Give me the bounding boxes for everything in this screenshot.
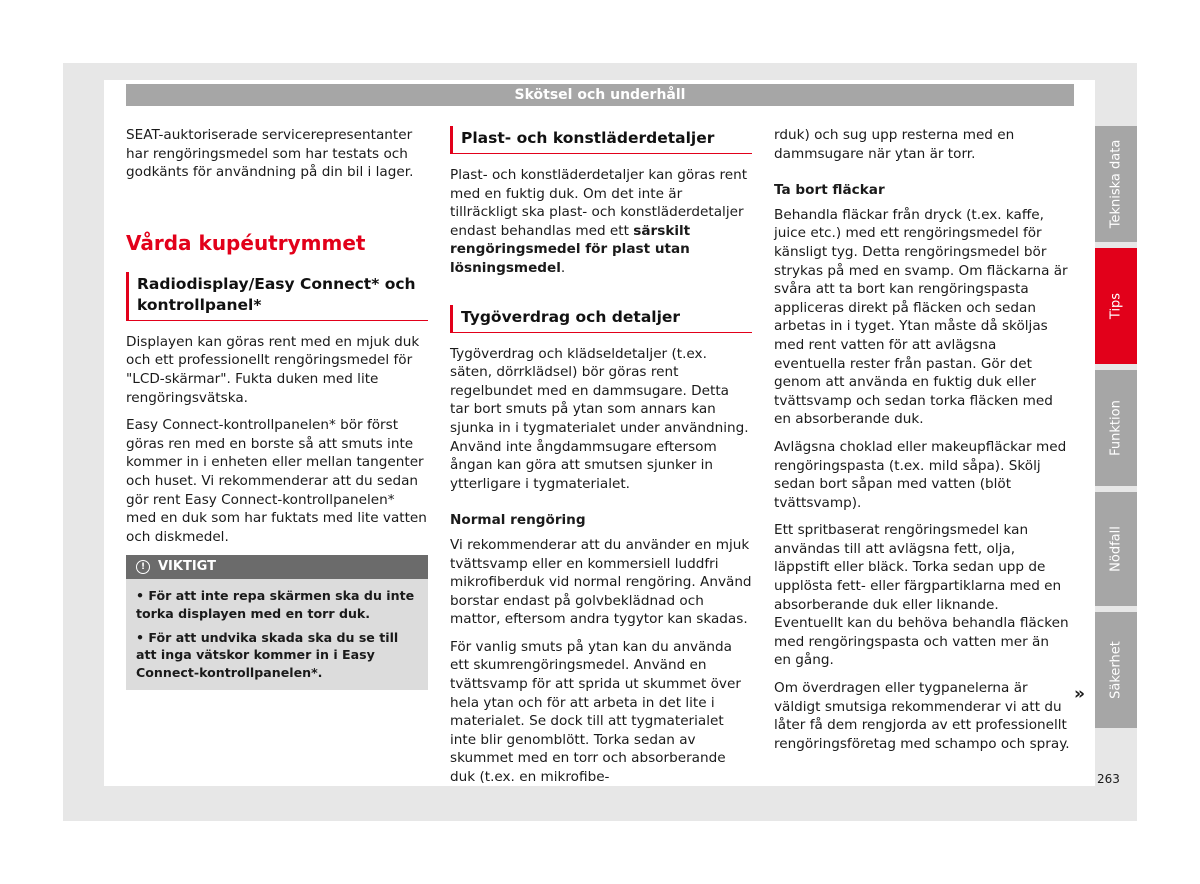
subheading-plastic: Plast- och konstläderdetaljer xyxy=(450,126,752,154)
tab-tekniska-data[interactable] xyxy=(1095,126,1137,242)
section-title: Vårda kupéutrymmet xyxy=(126,230,366,255)
minor-heading-stains: Ta bort fläckar xyxy=(774,182,885,199)
tab-label: Nödfall xyxy=(1108,526,1124,572)
page-number: 263 xyxy=(1097,772,1120,786)
intro-paragraph: SEAT-auktoriserade servicerepresentanter har rengöringsmedel som har testats och godkänts för användning på din bil i lager. xyxy=(126,127,414,181)
paragraph-stains: Behandla fläckar från dryck (t.ex. kaffe, juice etc.) med ett rengöringsmedel för känsligt tyg. Detta rengöringsmedel bör strykas på med en svamp. Om fläckarna är svåra att ta bort kan rengöringspasta appliceras direkt på fläcken och sedan arbetas in i tyget. Ytan måste då sköljas med rent vatten för att avlägsna eventuella rester från pastan. Gör det genom att använda en fuktig duk eller tvättsvamp och sedan torka fläcken med en absorberande duk. xyxy=(774,206,1068,428)
paragraph-normal-cleaning: Vi rekommenderar att du använder en mjuk tvättsvamp eller en kommersiell luddfri mikrofiberduk vid normal rengöring. Använd borstar endast på golvbeklädnad och mattor, eftersom andra tygytor kan skadas. xyxy=(450,536,752,628)
tab-label: Funktion xyxy=(1108,400,1124,456)
paragraph-plastic-start: Plast- och konstläderdetaljer kan göras rent med en fuktig duk. Om det inte är tillräckligt ska plast- och konstläderdetaljer endast behandlas med ett xyxy=(450,167,748,239)
warning-item: • För att undvika skada ska du se till att inga vätskor kommer in i Easy Connect-kontrollpanelen*. xyxy=(136,629,399,680)
paragraph-professional: Om överdragen eller tygpanelerna är väldigt smutsiga rekommenderar vi att du låter få dem rengjorda av ett professionellt rengöringsföretag med schampo och spray. xyxy=(774,680,1070,752)
warning-header xyxy=(126,555,428,579)
tab-label: Säkerhet xyxy=(1108,641,1124,699)
continue-arrow-icon: » xyxy=(1074,684,1085,704)
tab-label: Tips xyxy=(1108,292,1124,320)
tab-tips[interactable] xyxy=(1095,248,1137,364)
subheading-radiodisplay: Radiodisplay/Easy Connect* och kontrollpanel* xyxy=(126,272,428,321)
subheading-fabric: Tygöverdrag och detaljer xyxy=(450,305,752,333)
paragraph-display: Displayen kan göras rent med en mjuk duk och ett professionellt rengöringsmedel för "LCD-skärmar". Fukta duken med lite rengöringsvätska. xyxy=(126,333,420,406)
warning-item: • För att inte repa skärmen ska du inte torka displayen med en torr duk. xyxy=(136,588,415,621)
paragraph-continuation: rduk) och sug upp resterna med en dammsugare när ytan är torr. xyxy=(774,127,1015,162)
paragraph-chocolate: Avlägsna choklad eller makeupfläckar med rengöringspasta (t.ex. mild såpa). Skölj sedan bort såpan med vatten (blöt tvättsvamp). xyxy=(774,438,1067,511)
paragraph-plastic xyxy=(450,166,752,278)
column-right xyxy=(774,126,1070,762)
column-left xyxy=(126,126,428,690)
column-middle xyxy=(450,126,752,796)
minor-heading-normal-cleaning: Normal rengöring xyxy=(450,512,586,529)
tab-nodfall[interactable] xyxy=(1095,492,1137,606)
tab-label: Tekniska data xyxy=(1108,139,1124,229)
paragraph-plastic-end: . xyxy=(560,259,566,276)
chapter-header: Skötsel och underhåll xyxy=(126,84,1074,106)
warning-body xyxy=(126,579,428,690)
warning-title: VIKTIGT xyxy=(158,559,216,575)
warning-exclamation-icon: ! xyxy=(136,560,150,574)
warning-box xyxy=(126,555,428,690)
tab-funktion[interactable] xyxy=(1095,370,1137,486)
paragraph-fabric: Tygöverdrag och klädseldetaljer (t.ex. säten, dörrklädsel) bör göras rent regelbundet med en dammsugare. Detta tar bort smuts på ytan som annars kan sjunka in i tygmaterialet under användning. Använd inte ångdammsugare eftersom ångan kan göra att smutsen sjunker in ytterligare i tygmaterialet. xyxy=(450,345,749,492)
paragraph-foam-cleaner: För vanlig smuts på ytan kan du använda ett skumrengöringsmedel. Använd en tvättsvamp för att sprida ut skummet över hela ytan och för att arbeta in det lite i materialet. Se dock till att tygmaterialet inte blir genomblött. Torka sedan av skummet med en torr och absorberande duk (t.ex. en mikrofibe- xyxy=(450,638,741,786)
tab-sakerhet[interactable] xyxy=(1095,612,1137,728)
paragraph-spirit-cleaner: Ett spritbaserat rengöringsmedel kan användas till att avlägsna fett, olja, läppstift eller bläck. Torka sedan upp de upplösta fett- eller färgpartiklarna med en absorberande duk eller liknande. Eventuellt kan du behöva behandla fläcken med rengöringspasta och vatten mer än en gång. xyxy=(774,522,1069,669)
paragraph-plastic-bold: särskilt rengöringsmedel för plast utan lösningsmedel xyxy=(450,222,691,276)
paragraph-easy-connect: Easy Connect-kontrollpanelen* bör först göras ren med en borste så att smuts inte kommer in i enheten eller mellan tangenter och huset. Vi rekommenderar att du sedan gör rent Easy Connect-kontrollpanelen* med en duk som har fuktats med lite vatten och diskmedel. xyxy=(126,417,427,545)
